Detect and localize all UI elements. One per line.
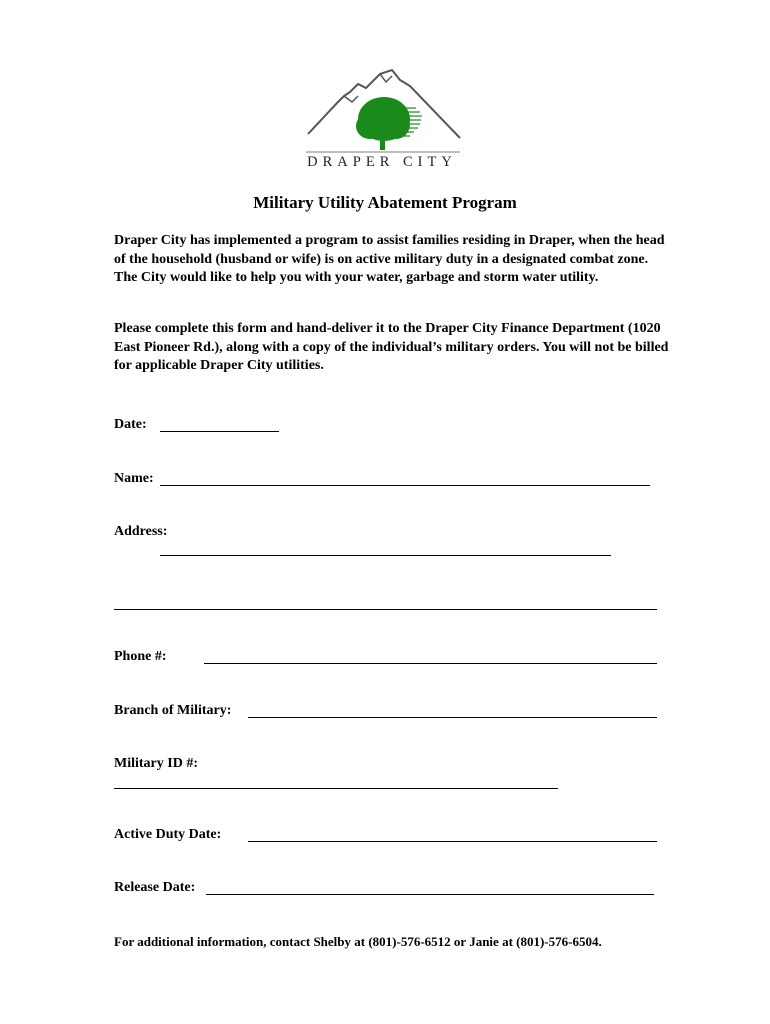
contact-footer: For additional information, contact Shelby at (801)-576-6512 or Janie at (801)-576-6504. (114, 934, 602, 949)
address-label: Address: (114, 524, 168, 539)
date-label: Date: (114, 417, 147, 432)
date-input-line[interactable] (160, 431, 279, 432)
military-id-label: Military ID #: (114, 756, 198, 771)
branch-label: Branch of Military: (114, 703, 232, 718)
form-title: Military Utility Abatement Program (253, 193, 517, 212)
name-label: Name: (114, 471, 154, 486)
release-date-label: Release Date: (114, 880, 196, 895)
active-duty-date-label: Active Duty Date: (114, 827, 222, 842)
phone-input-line[interactable] (204, 663, 657, 664)
name-input-line[interactable] (160, 485, 650, 486)
phone-label: Phone #: (114, 649, 167, 664)
logo-text: DRAPER CITY (307, 154, 457, 170)
instructions-paragraph: Please complete this form and hand-deliver it to the Draper City Finance Department (1020 East Pioneer Rd.), along with a copy of the individual’s military orders. You will not be billed for applicable Draper City utilities. (114, 321, 669, 373)
address-input-line-1[interactable] (160, 555, 611, 556)
address-input-line-2[interactable] (114, 609, 657, 610)
intro-paragraph: Draper City has implemented a program to assist families residing in Draper, when the head of the household (husband or wife) is on active military duty in a designated combat zone. The City would like to help you with your water, garbage and storm water utility. (114, 233, 665, 285)
active-duty-date-input-line[interactable] (248, 841, 657, 842)
branch-input-line[interactable] (248, 717, 657, 718)
military-id-input-line[interactable] (114, 788, 558, 789)
release-date-input-line[interactable] (206, 894, 654, 895)
